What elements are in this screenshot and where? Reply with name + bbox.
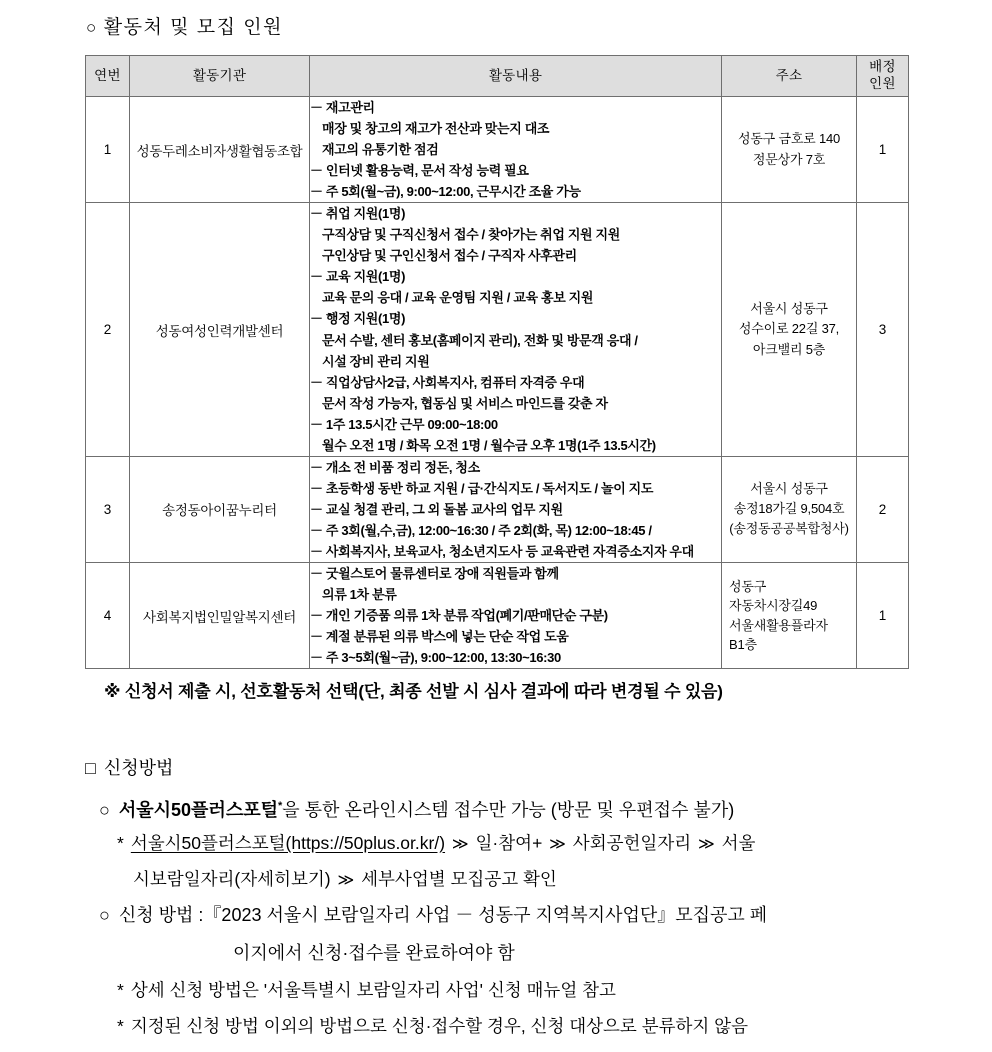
table-header xyxy=(86,56,909,97)
table-row xyxy=(86,203,909,457)
apply-item-1-sub xyxy=(117,825,930,861)
cell-address xyxy=(722,456,857,562)
activity-line: － 재고관리 xyxy=(310,100,375,115)
apply-method-section xyxy=(85,748,930,1044)
circle-bullet-icon: ○ xyxy=(99,800,110,820)
asterisk-icon: * xyxy=(117,1016,124,1036)
activity-line: 매장 및 창고의 재고가 전산과 맞는지 대조 xyxy=(322,121,550,137)
activity-line: － 개소 전 비품 정리 정돈, 청소 xyxy=(310,459,480,475)
activity-line: － 인터넷 활용능력, 문서 작성 능력 필요 xyxy=(310,163,529,179)
address-line: B1층 xyxy=(729,637,757,653)
activity-table xyxy=(85,55,909,669)
activity-line: － 1주 13.5시간 근무 09:00~18:00 xyxy=(310,416,498,432)
address-line: 정문상가 7호 xyxy=(752,151,826,167)
cell-no: 1 xyxy=(86,97,130,203)
cell-assigned-count: 1 xyxy=(857,563,909,669)
activity-line: 문서 수발, 센터 홍보(홈페이지 관리), 전화 및 방문객 응대 / xyxy=(322,332,638,348)
path-arrow-icon: ≫ xyxy=(451,836,469,853)
activity-line: － 개인 기증품 의류 1차 분류 작업(폐기/판매단순 구분) xyxy=(310,608,608,624)
activity-line: 구직상담 및 구직신청서 접수 / 찾아가는 취업 지원 지원 xyxy=(322,227,620,243)
table-body xyxy=(86,97,909,669)
address-line: 성동구 xyxy=(729,578,767,594)
page-title xyxy=(86,12,283,39)
cell-activity-description xyxy=(310,563,722,669)
cell-activity-description xyxy=(310,203,722,457)
nav-step-4: 세부사업별 모집공고 확인 xyxy=(361,869,557,889)
apply-item-1 xyxy=(99,788,930,825)
activity-line: － 직업상담사2급, 사회복지사, 컴퓨터 자격증 우대 xyxy=(310,374,585,390)
circle-bullet-icon: ○ xyxy=(86,18,98,37)
cell-address xyxy=(722,563,857,669)
cell-no: 2 xyxy=(86,203,130,457)
apply-item-1-rest: 을 통한 온라인시스템 접수만 가능 (방문 및 우편접수 불가) xyxy=(282,800,735,820)
activity-line: 재고의 유통기한 점검 xyxy=(322,142,439,158)
cell-activity-description xyxy=(310,97,722,203)
address-line: 서울시 성동구 xyxy=(750,301,828,317)
apply-section-heading xyxy=(85,748,930,788)
cell-activity-description xyxy=(310,456,722,562)
activity-line: 월수 오전 1명 / 화목 오전 1명 / 월수금 오후 1명(1주 13.5시간) xyxy=(322,437,656,453)
apply-item-2 xyxy=(99,897,930,934)
table-row xyxy=(86,456,909,562)
path-arrow-icon: ≫ xyxy=(698,836,715,853)
nav-step-1: 일·참여+ xyxy=(475,833,543,853)
activity-line: － 초등학생 동반 하교 지원 / 급·간식지도 / 독서지도 / 놀이 지도 xyxy=(310,480,654,496)
activity-line: 교육 문의 응대 / 교육 운영팀 지원 / 교육 홍보 지원 xyxy=(322,290,594,306)
th-count xyxy=(857,56,909,97)
asterisk-icon: * xyxy=(117,833,124,853)
portal-name: 서울시50플러스포털 xyxy=(118,800,278,820)
asterisk-icon: * xyxy=(117,980,124,1000)
activity-line: － 취업 지원(1명) xyxy=(310,206,406,222)
th-addr: 주소 xyxy=(722,56,857,97)
cell-address xyxy=(722,97,857,203)
activity-line: 문서 작성 가능자, 협동심 및 서비스 마인드를 갖춘 자 xyxy=(322,395,608,411)
activity-line: － 계절 분류된 의류 박스에 넣는 단순 작업 도움 xyxy=(310,629,569,645)
activity-table-container xyxy=(85,55,908,669)
nav-step-3-part1: 서울 xyxy=(721,833,756,853)
th-org: 활동기관 xyxy=(130,56,310,97)
activity-line: 의류 1차 분류 xyxy=(322,587,397,603)
cell-no: 4 xyxy=(86,563,130,669)
apply-item-3 xyxy=(117,972,930,1008)
address-line: 아크밸리 5층 xyxy=(752,341,826,357)
activity-line: 구인상담 및 구인신청서 접수 / 구직자 사후관리 xyxy=(322,248,577,264)
address-line: 성수이로 22길 37, xyxy=(738,321,840,337)
address-line: 서울시 성동구 xyxy=(750,481,828,497)
activity-line: － 주 5회(월~금), 9:00~12:00, 근무시간 조율 가능 xyxy=(310,184,581,200)
apply-item-4 xyxy=(117,1008,930,1044)
cell-assigned-count: 3 xyxy=(857,203,909,457)
address-line: 송정18가길 9,504호 xyxy=(733,501,845,517)
th-count-line2: 인원 xyxy=(869,76,896,91)
cell-assigned-count: 1 xyxy=(857,97,909,203)
nav-step-3-part2: 시보람일자리(자세히보기) xyxy=(133,869,331,889)
apply-item-1-sub-cont xyxy=(133,861,930,897)
activity-line: － 교육 지원(1명) xyxy=(310,269,406,285)
cell-organization: 송정동아이꿈누리터 xyxy=(130,456,310,562)
notice-text: ※ 신청서 제출 시, 선호활동처 선택(단, 최종 선발 시 심사 결과에 따라 변경될 수 있음) xyxy=(104,682,723,701)
square-bullet-icon: □ xyxy=(85,758,96,778)
circle-bullet-icon: ○ xyxy=(99,905,110,925)
page-title-text: 활동처 및 모집 인원 xyxy=(103,17,283,38)
address-line: (송정동공공복합청사) xyxy=(729,521,849,537)
address-line: 자동차시장길49 xyxy=(729,598,818,614)
activity-line: － 굿윌스토어 물류센터로 장애 직원들과 함께 xyxy=(310,566,559,582)
nav-step-2: 사회공헌일자리 xyxy=(572,833,692,853)
cell-organization: 성동두레소비자생활협동조합 xyxy=(130,97,310,203)
cell-no: 3 xyxy=(86,456,130,562)
apply-item-4-text: 지정된 신청 방법 이외의 방법으로 신청·접수할 경우, 신청 대상으로 분류하지 않음 xyxy=(130,1016,748,1036)
activity-line: － 교실 청결 관리, 그 외 돌봄 교사의 업무 지원 xyxy=(310,501,563,517)
cell-address xyxy=(722,203,857,457)
footnote-marker: * xyxy=(278,800,283,812)
table-row xyxy=(86,563,909,669)
apply-item-3-text: 상세 신청 방법은 '서울특별시 보람일자리 사업' 신청 매뉴얼 참고 xyxy=(130,980,616,1000)
activity-line: － 행정 지원(1명) xyxy=(310,311,406,327)
table-row xyxy=(86,97,909,203)
activity-line: 시설 장비 관리 지원 xyxy=(322,353,430,369)
path-arrow-icon: ≫ xyxy=(549,836,566,853)
cell-assigned-count: 2 xyxy=(857,456,909,562)
cell-organization: 사회복지법인밀알복지센터 xyxy=(130,563,310,669)
th-count-line1: 배정 xyxy=(869,59,896,75)
address-line: 서울새활용플라자 xyxy=(729,617,828,633)
activity-line: － 사회복지사, 보육교사, 청소년지도사 등 교육관련 자격증소지자 우대 xyxy=(310,543,694,559)
apply-item-2-cont: 이지에서 신청·접수를 완료하여야 함 xyxy=(233,943,515,963)
activity-line: － 주 3회(월,수,금), 12:00~16:30 / 주 2회(화, 목) 12:00~18:45 / xyxy=(310,522,652,538)
address-line: 성동구 금호로 140 xyxy=(737,131,841,147)
portal-link[interactable]: 서울시50플러스포털(https://50plus.or.kr/) xyxy=(130,833,446,853)
activity-line: － 주 3~5회(월~금), 9:00~12:00, 13:30~16:30 xyxy=(310,650,561,666)
path-arrow-icon: ≫ xyxy=(337,872,355,889)
apply-item-2-text: 신청 방법 :『2023 서울시 보람일자리 사업 － 성동구 지역복지사업단』모집공고 페 xyxy=(118,905,768,925)
th-desc: 활동내용 xyxy=(310,56,722,97)
th-no: 연번 xyxy=(86,56,130,97)
apply-section-heading-text: 신청방법 xyxy=(103,758,174,778)
cell-organization: 성동여성인력개발센터 xyxy=(130,203,310,457)
table-header-row xyxy=(86,56,909,97)
